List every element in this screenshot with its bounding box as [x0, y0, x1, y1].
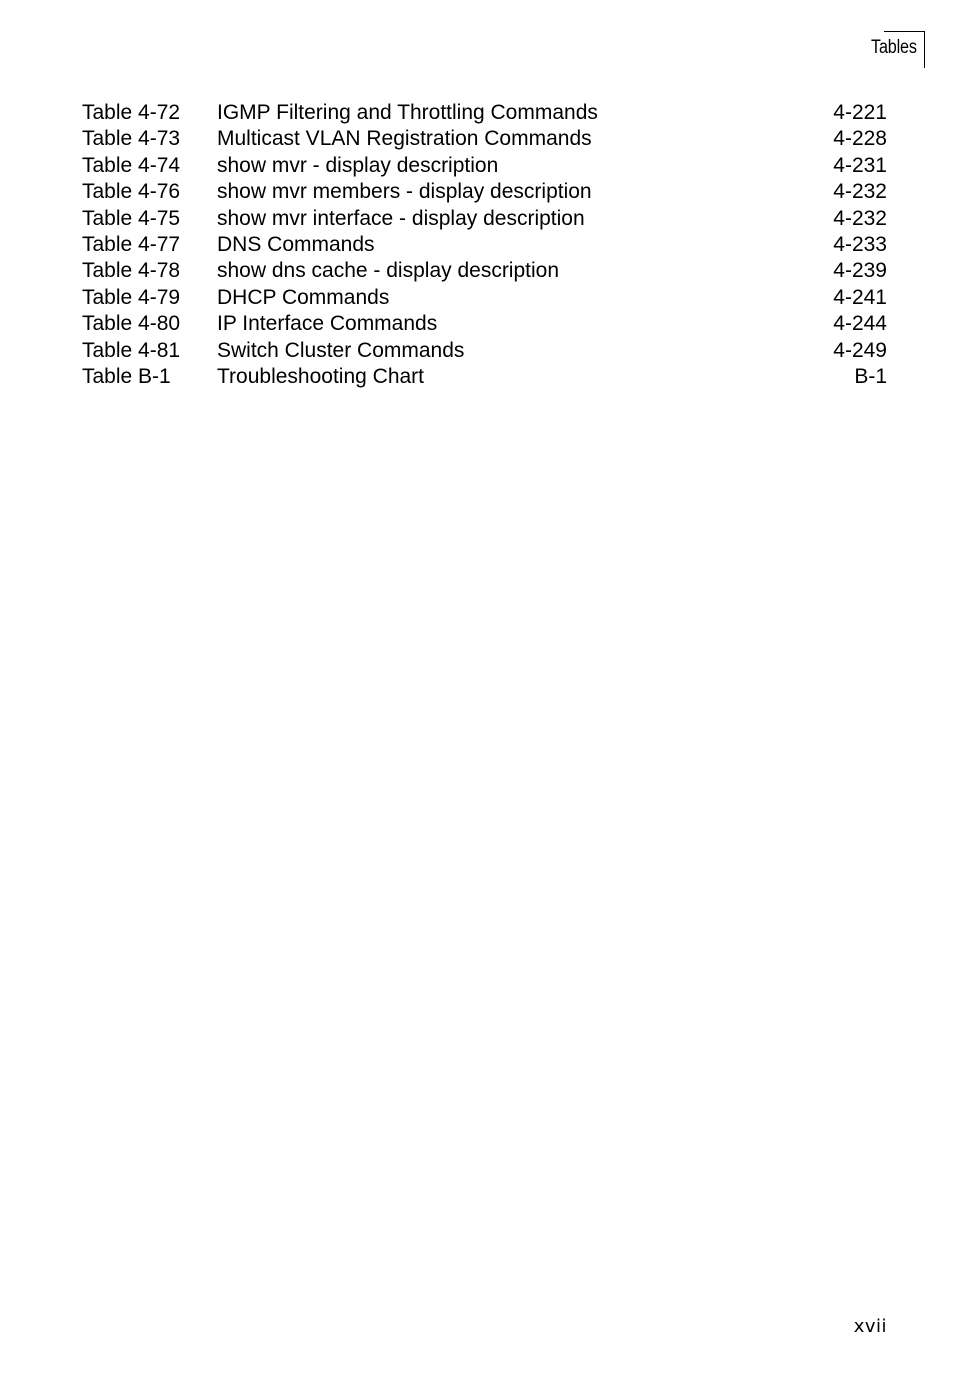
toc-entry-page: 4-228: [833, 127, 887, 151]
toc-entry-title: Multicast VLAN Registration Commands: [217, 127, 592, 151]
toc-entry-title: show mvr - display description: [217, 153, 499, 177]
toc-entry[interactable]: [82, 100, 887, 126]
toc-entry-page: 4-232: [833, 206, 887, 230]
toc-entry-page: 4-249: [833, 338, 887, 362]
toc-entry-title: show dns cache - display description: [217, 259, 560, 283]
toc-entry-title: DHCP Commands: [217, 285, 390, 309]
toc-entry[interactable]: [82, 206, 887, 232]
toc-entry[interactable]: [82, 232, 887, 258]
section-header-label: Tables: [871, 37, 917, 58]
toc-entry-page: B-1: [854, 364, 887, 388]
toc-entry[interactable]: [82, 258, 887, 284]
toc-entry-title: show mvr interface - display description: [217, 206, 585, 230]
toc-entry-number: Table 4-74: [82, 153, 181, 177]
toc-entry-number: Table 4-77: [82, 232, 181, 256]
toc-entry-number: Table 4-73: [82, 127, 181, 151]
toc-entry-number: Table 4-75: [82, 206, 181, 230]
toc-entry-page: 4-231: [833, 153, 887, 177]
toc-entry[interactable]: [82, 153, 887, 179]
toc-entry[interactable]: [82, 338, 887, 364]
toc-entry[interactable]: [82, 179, 887, 205]
toc-entry[interactable]: [82, 364, 887, 390]
toc-entry-page: 4-233: [833, 232, 887, 256]
toc-entry-title: IGMP Filtering and Throttling Commands: [217, 101, 598, 124]
toc-entry-title: show mvr members - display description: [217, 180, 592, 204]
toc-entry-page: 4-221: [833, 101, 887, 124]
toc-entry-number: Table 4-78: [82, 259, 181, 283]
toc-entry-number: Table 4-76: [82, 180, 181, 204]
toc-entry-title: DNS Commands: [217, 232, 375, 256]
toc-entry-title: IP Interface Commands: [217, 312, 438, 336]
toc-entry-title: Troubleshooting Chart: [217, 364, 425, 388]
toc-entry[interactable]: [82, 311, 887, 337]
toc-entry-page: 4-239: [833, 259, 887, 283]
toc-entry-title: Switch Cluster Commands: [217, 338, 465, 362]
toc-entry-number: Table B-1: [82, 364, 171, 388]
toc-entry[interactable]: [82, 126, 887, 152]
table-of-contents-list: [82, 100, 887, 390]
page-number: xvii: [853, 1316, 887, 1337]
toc-entry[interactable]: [82, 285, 887, 311]
toc-entry-number: Table 4-79: [82, 285, 181, 309]
toc-entry-number: Table 4-81: [82, 338, 181, 362]
toc-entry-page: 4-241: [833, 285, 887, 309]
toc-entry-page: 4-244: [833, 312, 887, 336]
toc-entry-page: 4-232: [833, 180, 887, 204]
toc-entry-number: Table 4-80: [82, 312, 181, 336]
toc-entry-number: Table 4-72: [82, 101, 181, 124]
